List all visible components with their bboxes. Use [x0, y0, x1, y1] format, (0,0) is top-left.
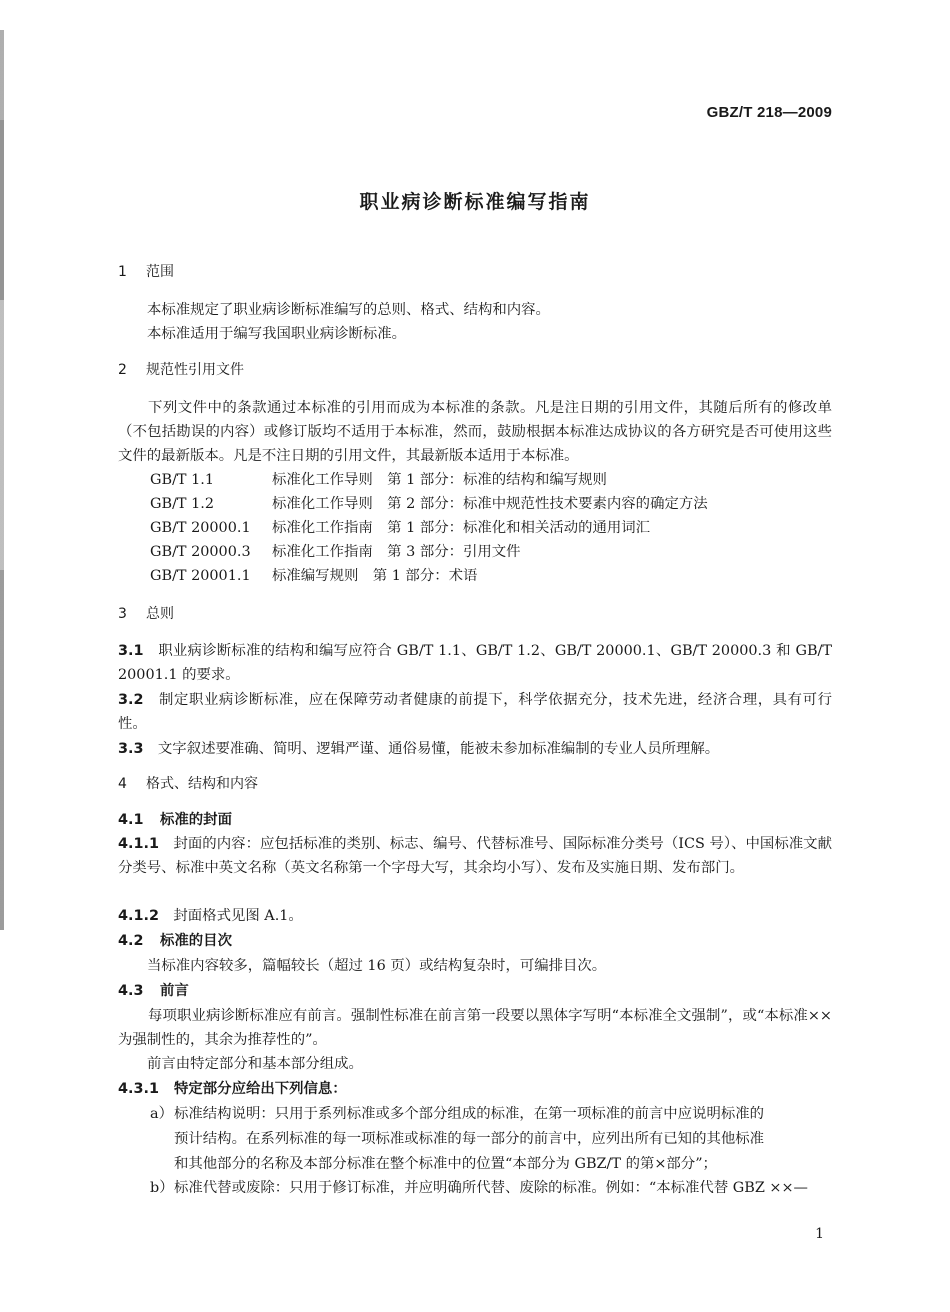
- section-4-3-para-1: 每项职业病诊断标准应有前言。强制性标准在前言第一段要以黑体字写明“本标准全文强制”，或“本标准××为强制性的，其余为推荐性的”。: [118, 1008, 832, 1048]
- section-2-heading: 2 规范性引用文件: [118, 362, 244, 378]
- list-item-a-label: a）: [150, 1106, 173, 1122]
- scan-edge-shadow: [0, 30, 4, 930]
- list-item-a-line-2: 预计结构。在系列标准的每一项标准或标准的每一部分的前言中，应列出所有已知的其他标准: [174, 1131, 765, 1147]
- reference-item: GB/T 20000.1 标准化工作指南 第 1 部分：标准化和相关活动的通用词汇: [150, 520, 651, 536]
- section-1-para-1: 本标准规定了职业病诊断标准编写的总则、格式、结构和内容。: [147, 302, 550, 318]
- list-item-a-line-3: 和其他部分的名称及本部分标准在整个标准中的位置“本部分为 GBZ/T 的第×部分”；: [174, 1156, 717, 1172]
- list-item-b-line-1: 标准代替或废除：只用于修订标准，并应明确所代替、废除的标准。例如：“本标准代替 GBZ ××—: [174, 1180, 808, 1196]
- section-4-2-text: 当标准内容较多，篇幅较长（超过 16 页）或结构复杂时，可编排目次。: [147, 958, 607, 974]
- section-4-2-heading: 4.2 标准的目次: [118, 933, 232, 949]
- section-4-1-heading: 4.1 标准的封面: [118, 812, 232, 828]
- list-item-b-label: b）: [150, 1180, 174, 1196]
- reference-item: GB/T 20000.3 标准化工作指南 第 3 部分：引用文件: [150, 544, 521, 560]
- reference-item: GB/T 20001.1 标准编写规则 第 1 部分：术语: [150, 568, 478, 584]
- section-4-3-para-2: 前言由特定部分和基本部分组成。: [147, 1056, 363, 1072]
- document-title: 职业病诊断标准编写指南: [359, 191, 591, 213]
- list-item-a-line-1: 标准结构说明：只用于系列标准或多个部分组成的标准，在第一项标准的前言中应说明标准的: [174, 1106, 765, 1122]
- section-4-heading: 4 格式、结构和内容: [118, 776, 258, 792]
- clause-4-1-1: 4.1.1 封面的内容：应包括标准的类别、标志、编号、代替标准号、国际标准分类号（ICS 号）、中国标准文献分类号、标准中英文名称（英文名称第一个字母大写，其余均小写）、发布及实施日期、发布部门。: [118, 836, 832, 876]
- reference-item: GB/T 1.2 标准化工作导则 第 2 部分：标准中规范性技术要素内容的确定方法: [150, 496, 708, 512]
- clause-3-3: 3.3 文字叙述要准确、简明、逻辑严谨、通俗易懂，能被未参加标准编制的专业人员所理解。: [118, 741, 720, 757]
- reference-item: GB/T 1.1 标准化工作导则 第 1 部分：标准的结构和编写规则: [150, 472, 607, 488]
- section-4-3-1-heading: 4.3.1 特定部分应给出下列信息：: [118, 1081, 347, 1097]
- clause-3-1: 3.1 职业病诊断标准的结构和编写应符合 GB/T 1.1、GB/T 1.2、GB/T 20000.1、GB/T 20000.3 和 GB/T 20001.1 的要求。: [118, 643, 832, 683]
- section-4-3-heading: 4.3 前言: [118, 983, 189, 999]
- section-3-heading: 3 总则: [118, 606, 174, 622]
- section-1-para-2: 本标准适用于编写我国职业病诊断标准。: [147, 326, 407, 342]
- section-2-intro: 下列文件中的条款通过本标准的引用而成为本标准的条款。凡是注日期的引用文件，其随后所有的修改单（不包括勘误的内容）或修订版均不适用于本标准，然而，鼓励根据本标准达成协议的各方研究是否可使用这些文件的最新版本。凡是不注日期的引用文件，其最新版本适用于本标准。: [118, 400, 832, 464]
- clause-4-1-2: 4.1.2 封面格式见图 A.1。: [118, 908, 303, 924]
- section-1-heading: 1 范围: [118, 264, 174, 280]
- page-number: 1: [815, 1226, 824, 1242]
- standard-code: GBZ/T 218—2009: [706, 104, 832, 121]
- clause-3-2: 3.2 制定职业病诊断标准，应在保障劳动者健康的前提下，科学依据充分，技术先进，经济合理，具有可行性。: [118, 692, 832, 732]
